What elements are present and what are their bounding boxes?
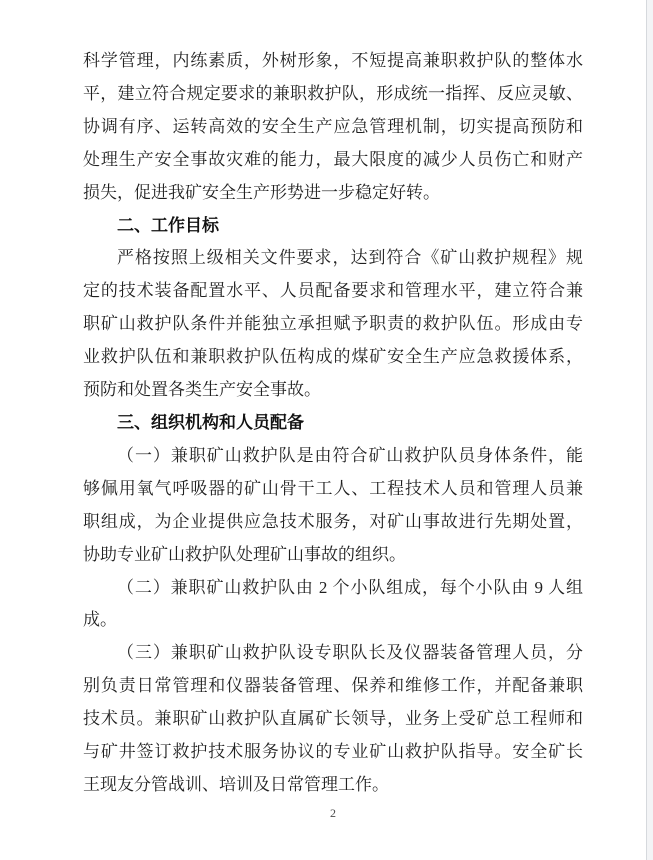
- paragraph-work-goals: [83, 242, 583, 407]
- text-line: 科学管理，内练素质，外树形象，不短提高兼职救护队的整体水: [83, 51, 583, 70]
- paragraph-item-3-management: [83, 637, 583, 802]
- text-line: 处理生产安全事故灾难的能力，最大限度的减少人员伤亡和财产: [83, 149, 583, 169]
- text-line: 协调有序、运转高效的安全生产应急管理机制，切实提高预防和: [83, 116, 583, 136]
- text-line: 技术员。兼职矿山救护队直属矿长领导，业务上受矿总工程师和: [83, 709, 583, 729]
- text-line: （二）兼职矿山救护队由 2 个小队组成，每个小队由 9 人组: [117, 577, 583, 597]
- text-line: 成。: [83, 610, 117, 630]
- text-line: 平，建立符合规定要求的兼职救护队，形成统一指挥、反应灵敏、: [83, 83, 583, 103]
- paragraph-item-1-team-definition: [83, 440, 583, 572]
- text-line: （一）兼职矿山救护队是由符合矿山救护队员身体条件，能: [117, 445, 583, 465]
- text-line: （三）兼职矿山救护队设专职队长及仪器装备管理人员，分: [117, 643, 583, 663]
- text-line: 协助专业矿山救护队处理矿山事故的组织。: [83, 544, 406, 564]
- text-line: 王现友分管战训、培训及日常管理工作。: [83, 774, 389, 794]
- text-line: 业救护队伍和兼职救护队伍构成的煤矿安全生产应急救援体系，: [83, 347, 583, 367]
- text-line: 与矿井签订救护技术服务协议的专业矿山救护队指导。安全矿长: [83, 742, 583, 762]
- text-line: 别负责日常管理和仪器装备管理、保养和维修工作，并配备兼职: [83, 676, 583, 696]
- section-heading-work-goals: 二、工作目标: [117, 215, 219, 235]
- text-line: 损失，促进我矿安全生产形势进一步稳定好转。: [83, 182, 440, 202]
- section-heading-organization-staffing: 三、组织机构和人员配备: [117, 412, 304, 432]
- text-line: 定的技术装备配置水平、人员配备要求和管理水平，建立符合兼: [83, 281, 583, 301]
- document-body: [83, 45, 583, 802]
- text-line: 职矿山救护队条件并能独立承担赋予职责的救护队伍。形成由专: [83, 314, 583, 334]
- text-line: 够佩用氧气呼吸器的矿山骨干工人、工程技术人员和管理人员兼: [83, 478, 583, 498]
- text-line: 严格按照上级相关文件要求，达到符合《矿山救护规程》规: [117, 248, 583, 268]
- page-edge-divider: [646, 0, 653, 860]
- page-number: 2: [330, 806, 336, 820]
- text-line: 职组成，为企业提供应急技术服务，对矿山事故进行先期处置，: [83, 511, 583, 531]
- paragraph-item-2-team-size: [83, 572, 583, 638]
- paragraph-overview-continuation: [83, 45, 583, 210]
- text-line: 预防和处置各类生产安全事故。: [83, 380, 321, 400]
